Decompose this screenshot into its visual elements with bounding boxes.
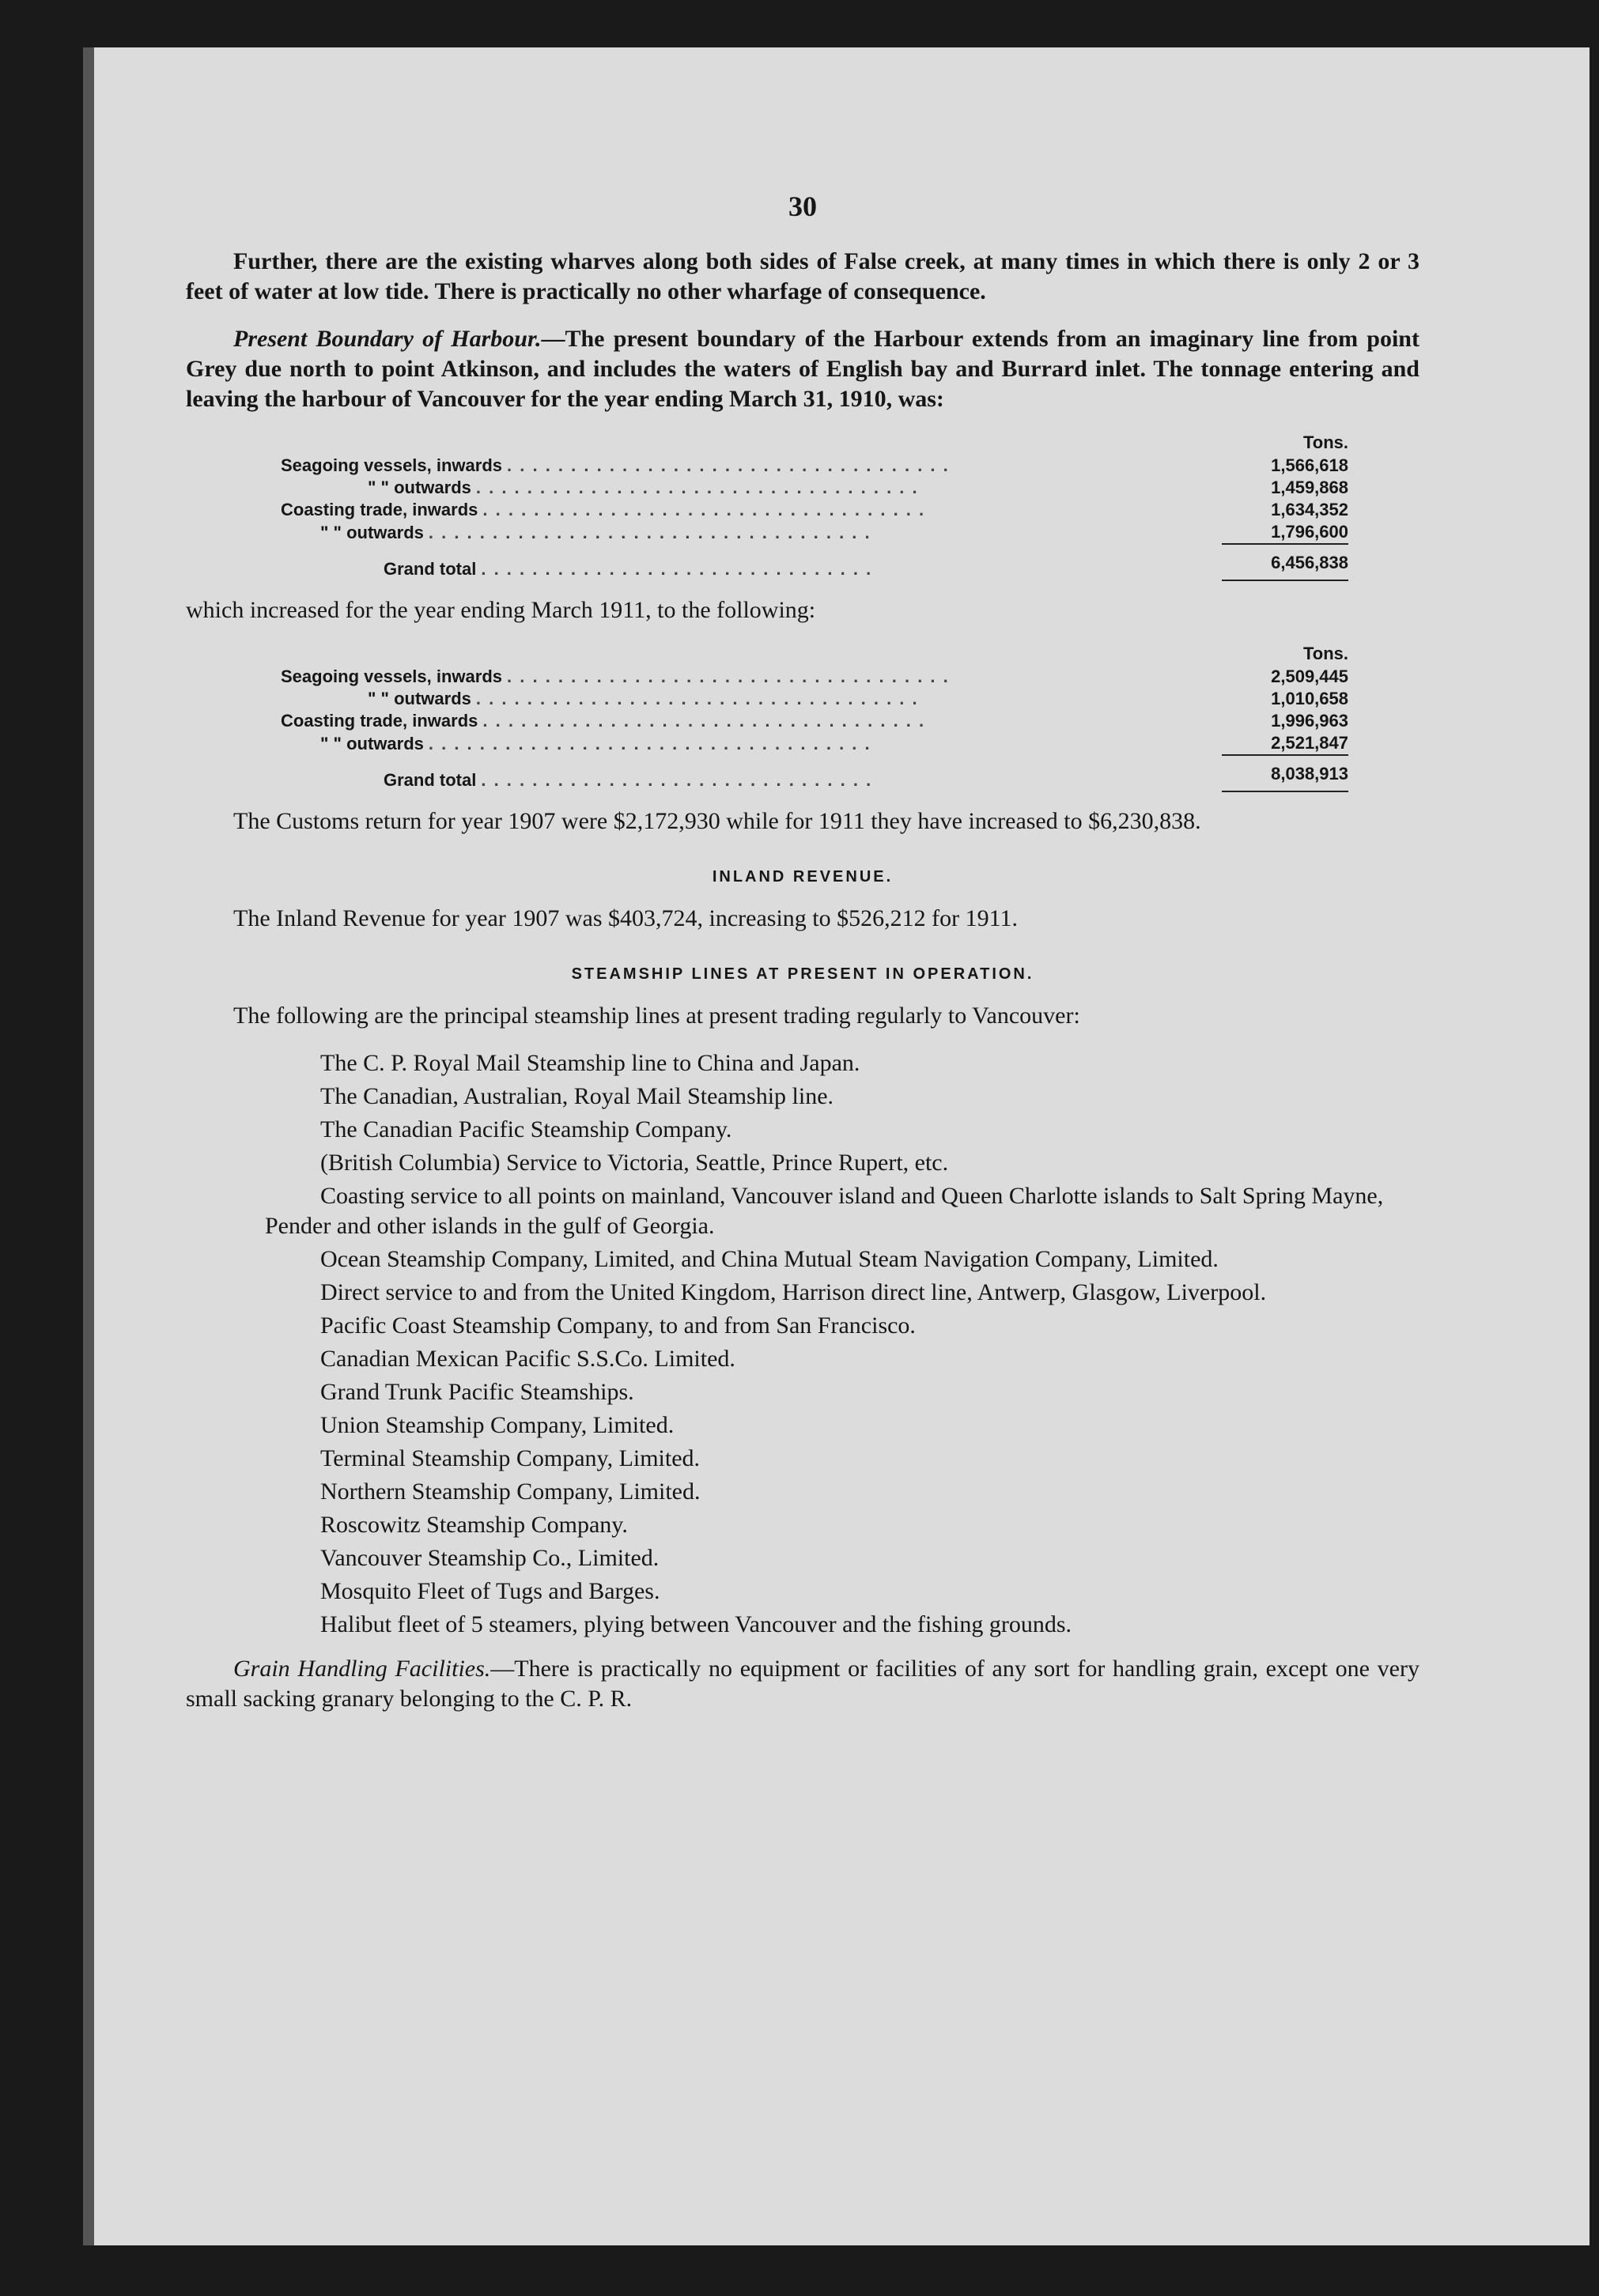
page-number: 30	[788, 191, 817, 222]
list-item: Coasting service to all points on mainland, Vancouver island and Queen Charlotte islands to Salt Spring Mayne, Pender and other islands in the gulf of Georgia.	[265, 1183, 1384, 1239]
table-unit: Tons.	[1302, 644, 1348, 663]
list-item: Mosquito Fleet of Tugs and Barges.	[320, 1578, 660, 1604]
list-item: Grand Trunk Pacific Steamships.	[320, 1379, 634, 1405]
list-item: (British Columbia) Service to Victoria, Seattle, Prince Rupert, etc.	[320, 1150, 949, 1176]
table-row: Seagoing vessels, inwards . . . . . . . . . . . . . . . . . . . . . . . . . . . . . . . . . . . 1,566,618	[281, 455, 1348, 475]
table-row: " " outwards . . . . . . . . . . . . . . . . . . . . . . . . . . . . . . . . . . . 1,010,658	[368, 689, 1348, 708]
list-item: Pacific Coast Steamship Company, to and from San Francisco.	[320, 1312, 916, 1339]
table-total-row: Grand total . . . . . . . . . . . . . . . . . . . . . . . . . . . . . . . 6,456,838	[281, 544, 1348, 580]
steamship-intro: The following are the principal steamship lines at present trading regularly to Vancouver:	[233, 1003, 1080, 1029]
list-item: Halibut fleet of 5 steamers, plying between Vancouver and the fishing grounds.	[320, 1611, 1072, 1637]
list-item: Roscowitz Steamship Company.	[320, 1512, 628, 1538]
steamship-heading: STEAMSHIP LINES AT PRESENT IN OPERATION.	[571, 965, 1034, 983]
transition-paragraph: which increased for the year ending March 1911, to the following:	[186, 597, 816, 623]
table-row: Seagoing vessels, inwards . . . . . . . . . . . . . . . . . . . . . . . . . . . . . . . . . . . 2,509,445	[281, 667, 1348, 686]
steamship-lines-list	[186, 1048, 1419, 1640]
list-item: Direct service to and from the United Kingdom, Harrison direct line, Antwerp, Glasgow, Liverpool.	[320, 1279, 1267, 1305]
table-unit: Tons.	[1302, 432, 1348, 452]
document-page	[186, 190, 1419, 1731]
boundary-paragraph	[186, 324, 1419, 414]
inland-revenue-paragraph: The Inland Revenue for year 1907 was $403,724, increasing to $526,212 for 1911.	[233, 905, 1018, 931]
table-row: Coasting trade, inwards . . . . . . . . . . . . . . . . . . . . . . . . . . . . . . . . . . . 1,634,352	[281, 500, 1348, 519]
list-item: The Canadian, Australian, Royal Mail Steamship line.	[320, 1083, 834, 1109]
list-item: The C. P. Royal Mail Steamship line to China and Japan.	[320, 1050, 860, 1076]
list-item: Terminal Steamship Company, Limited.	[320, 1445, 701, 1471]
list-item: Canadian Mexican Pacific S.S.Co. Limited.	[320, 1346, 735, 1372]
intro-paragraph: Further, there are the existing wharves along both sides of False creek, at many times in which there is only 2 or 3 feet of water at low tide. There is practically no other wharfage of consequence.	[186, 248, 1419, 304]
list-item: Union Steamship Company, Limited.	[320, 1412, 675, 1438]
grain-paragraph	[186, 1654, 1419, 1714]
tonnage-table-1910	[281, 432, 1348, 581]
list-item: Vancouver Steamship Co., Limited.	[320, 1545, 660, 1571]
list-item: Northern Steamship Company, Limited.	[320, 1478, 701, 1505]
customs-paragraph: The Customs return for year 1907 were $2,172,930 while for 1911 they have increased to $6,230,838.	[233, 808, 1201, 834]
grain-text: —There is practically no equipment or facilities of any sort for handling grain, except one very small sacking granary belonging to the C. P. R.	[186, 1656, 1419, 1712]
table-row: " " outwards . . . . . . . . . . . . . . . . . . . . . . . . . . . . . . . . . . . 1,459,868	[368, 478, 1348, 497]
table-row: " " outwards . . . . . . . . . . . . . . . . . . . . . . . . . . . . . . . . . . . 2,521,847	[320, 733, 1348, 753]
grain-heading: Grain Handling Facilities.	[233, 1656, 491, 1682]
list-item: The Canadian Pacific Steamship Company.	[320, 1116, 732, 1142]
inland-revenue-heading: INLAND REVENUE.	[712, 868, 894, 886]
boundary-text: —The present boundary of the Harbour extends from an imaginary line from point Grey due north to point Atkinson, and includes the waters of English bay and Burrard inlet. The tonnage entering and leaving the harbour of Vancouver for the year ending March 31, 1910, was:	[186, 326, 1419, 412]
boundary-heading: Present Boundary of Harbour.	[233, 326, 542, 352]
table-row: " " outwards . . . . . . . . . . . . . . . . . . . . . . . . . . . . . . . . . . . 1,796,600	[320, 522, 1348, 542]
table-row: Coasting trade, inwards . . . . . . . . . . . . . . . . . . . . . . . . . . . . . . . . . . . 1,996,963	[281, 711, 1348, 731]
list-item: Ocean Steamship Company, Limited, and China Mutual Steam Navigation Company, Limited.	[320, 1246, 1219, 1272]
table-total-row: Grand total . . . . . . . . . . . . . . . . . . . . . . . . . . . . . . . 8,038,913	[281, 755, 1348, 791]
tonnage-table-1911	[281, 643, 1348, 792]
